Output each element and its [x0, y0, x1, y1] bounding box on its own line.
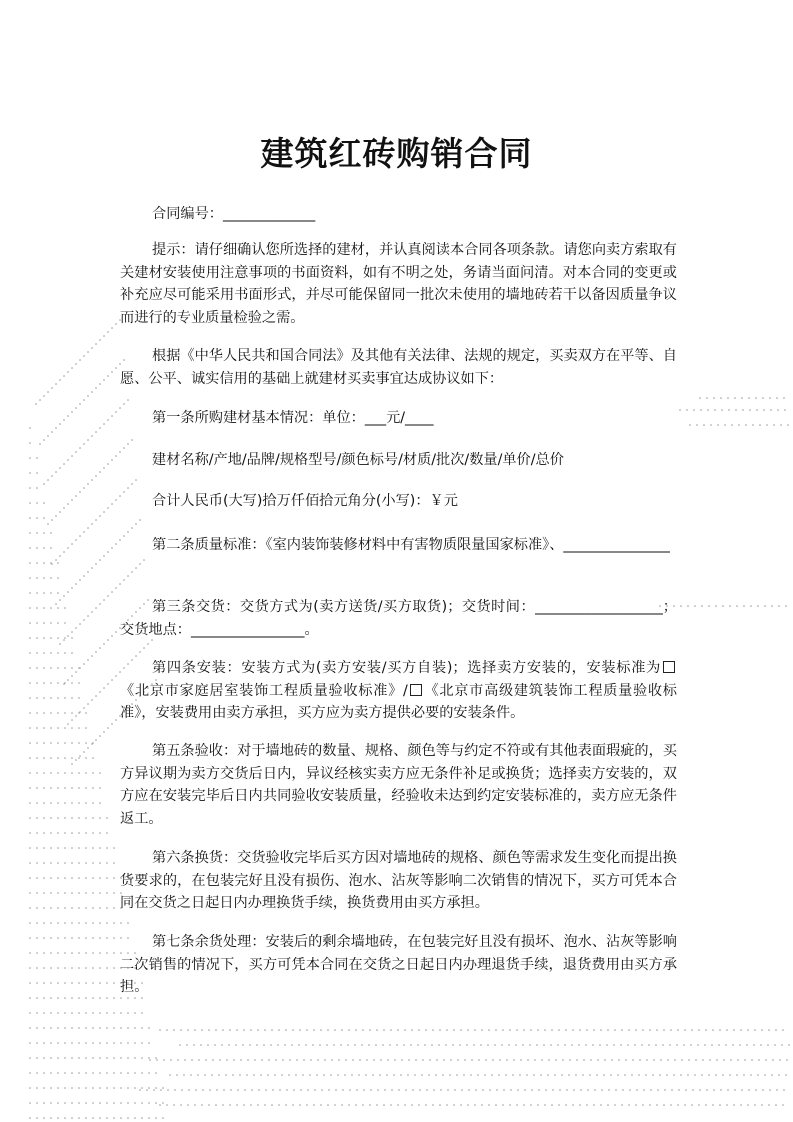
article-6: 第六条换货：交货验收完毕后买方因对墙地砖的规格、颜色等需求发生变化而提出换货要求的，在包装完好且没有损伤、泡水、沾灰等影响二次销售的情况下，买方可凭本合同在交货之日起日内办理换货手续，换货费用由买方承担。: [120, 850, 677, 911]
checkbox-standard-2[interactable]: [410, 684, 422, 696]
article-2: 第二条质量标准：《室内装饰装修材料中有害物质限量国家标准》、_______________: [152, 537, 670, 553]
article-3: 第三条交货：交货方式为(卖方送货/买方取货)；交货时间：__________________；交货地点：________________。: [120, 599, 677, 638]
checkbox-standard-1[interactable]: [663, 661, 675, 673]
article-4-standard-1: 《北京市家庭居室装饰工程质量验收标准》/: [120, 682, 408, 699]
page-title: 建筑红砖购销合同: [260, 134, 533, 173]
total-amount: 合计人民币(大写)拾万仟佰拾元角分(小写)：￥元: [152, 493, 458, 509]
preamble-paragraph: 根据《中华人民共和国合同法》及其他有关法律、法规的规定，买卖双方在平等、自愿、公平、诚实信用的基础上就建材买卖事宜达成协议如下：: [120, 348, 677, 387]
article-4-standard-2: 《北京市高级建筑装饰工程质量验收标准》，安装费用由卖方承担，买方应为卖方提供必要的安装条件。: [120, 682, 677, 721]
notice-paragraph: 提示：请仔细确认您所选择的建材，并认真阅读本合同各项条款。请您向卖方索取有关建材安装使用注意事项的书面资料，如有不明之处，务请当面问清。对本合同的变更或补充应尽可能采用书面形式，并尽可能保留同一批次未使用的墙地砖若干以备因质量争议而进行的专业质量检验之需。: [120, 242, 677, 326]
article-4-lead: 第四条安装：安装方式为(卖方安装/买方自装)；选择卖方安装的，安装标准为: [152, 660, 661, 676]
article-1: 第一条所购建材基本情况：单位：___元/____: [152, 410, 434, 426]
article-5: 第五条验收：对于墙地砖的数量、规格、颜色等与约定不符或有其他表面瑕疵的，买方异议期为卖方交货后日内，异议经核实卖方应无条件补足或换货；选择卖方安装的，双方应在安装完毕后日内共同验收安装质量，经验收未达到约定安装标准的，卖方应无条件返工。: [120, 743, 677, 827]
article-4: [120, 657, 677, 725]
materials-columns: 建材名称/产地/品牌/规格型号/颜色标号/材质/批次/数量/单价/总价: [152, 452, 564, 468]
article-7: 第七条余货处理：安装后的剩余墙地砖，在包装完好且没有损坏、泡水、沾灰等影响二次销售的情况下，买方可凭本合同在交货之日起日内办理退货手续，退货费用由买方承担。: [120, 934, 677, 995]
contract-number: 合同编号：_____________: [152, 206, 316, 222]
